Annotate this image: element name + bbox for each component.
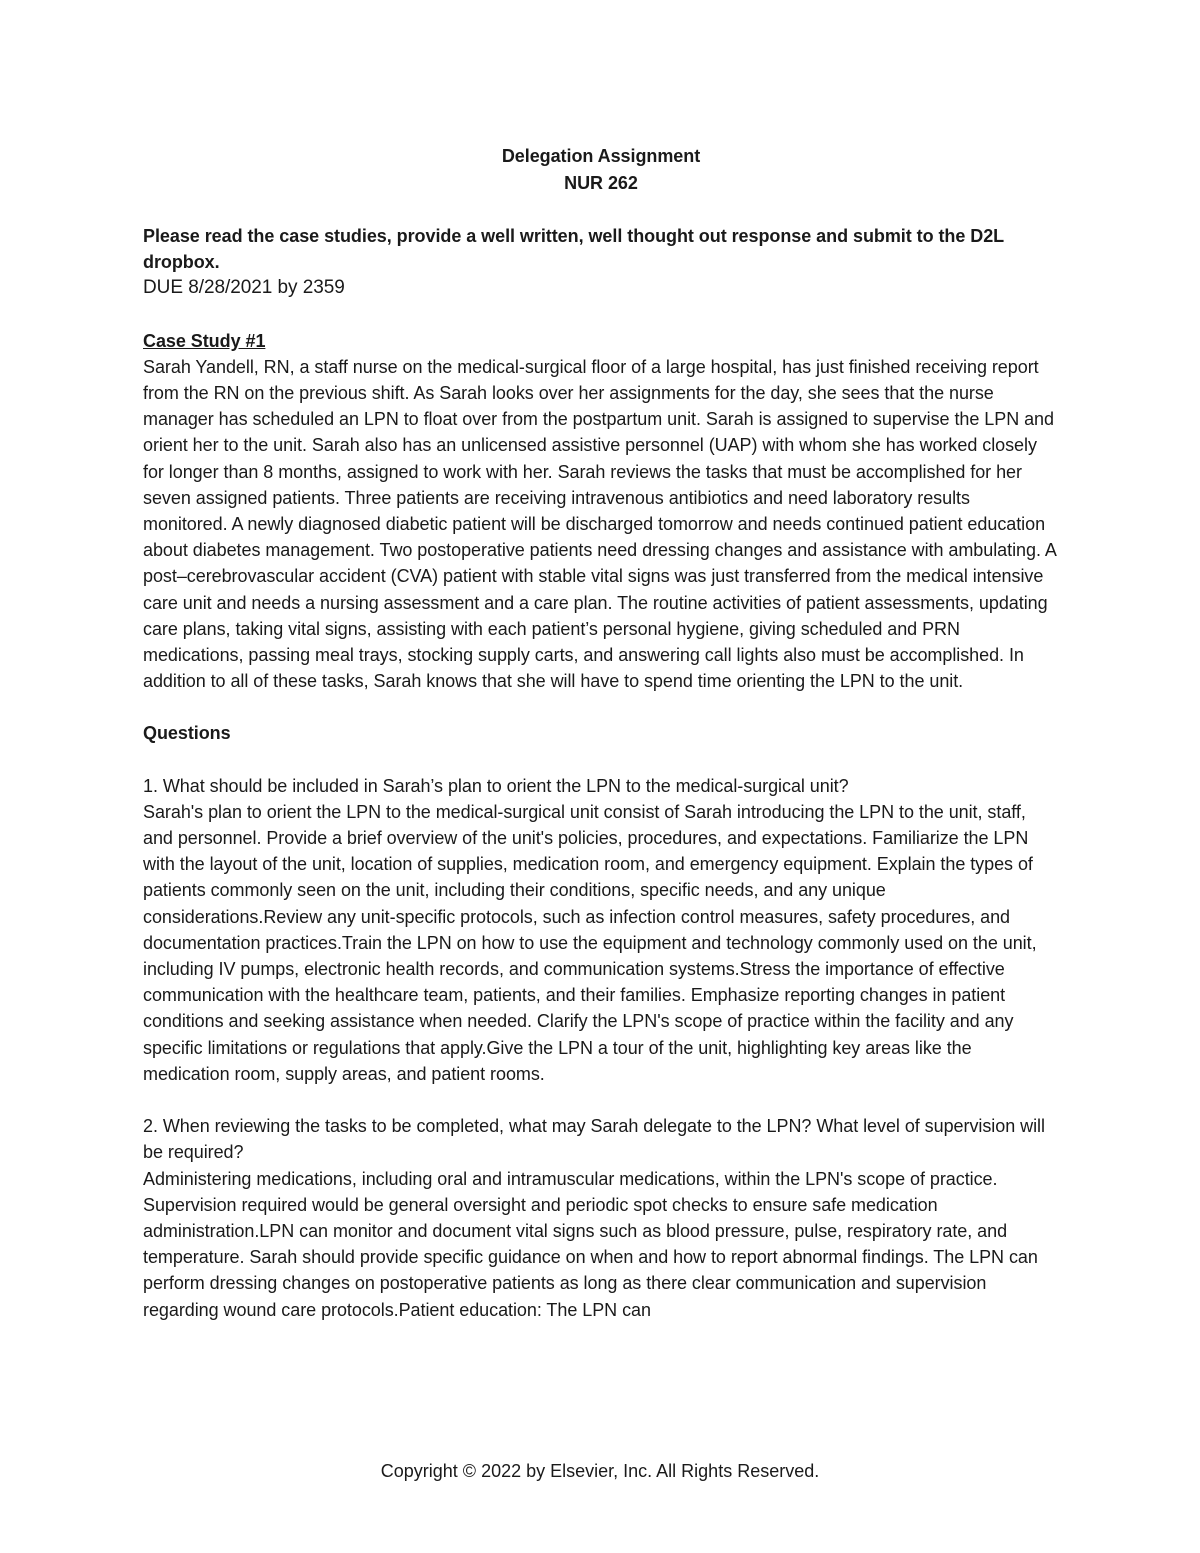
copyright-footer: Copyright © 2022 by Elsevier, Inc. All Rights Reserved. [380, 1461, 820, 1481]
spacer [143, 747, 1059, 773]
case-study-text: Sarah Yandell, RN, a staff nurse on the medical-surgical floor of a large hospital, has just finished receiving report from the RN on the previous shift. As Sarah looks over her assignments for the day, she sees that the nurse manager has scheduled an LPN to float over from the postpartum unit. Sarah is assigned to supervise the LPN and orient her to the unit. Sarah also has an unlicensed assistive personnel (UAP) with whom she has worked closely for longer than 8 months, assigned to work with her. Sarah reviews the tasks that must be accomplished for her seven assigned patients. Three patients are receiving intravenous antibiotics and need laboratory results monitored. A newly diagnosed diabetic patient will be discharged tomorrow and needs continued patient education about diabetes management. Two postoperative patients need dressing changes and assistance with ambulating. A post–cerebrovascular accident (CVA) patient with stable vital signs was just transferred from the medical intensive care unit and needs a nursing assessment and a care plan. The routine activities of patient assessments, updating care plans, taking vital signs, assisting with each patient’s personal hygiene, giving scheduled and PRN medications, passing meal trays, stocking supply carts, and answering call lights also must be accomplished. In addition to all of these tasks, Sarah knows that she will have to spend time orienting the LPN to the unit. [143, 356, 1056, 692]
title-block [143, 143, 1059, 197]
document-title: Delegation Assignment [501, 146, 701, 166]
question-1: 1. What should be included in Sarah’s plan to orient the LPN to the medical-surgical unit? [143, 775, 849, 796]
instructions: Please read the case studies, provide a well written, well thought out response and submit to the D2L dropbox. [143, 226, 1004, 273]
answer-2: Administering medications, including oral and intramuscular medications, within the LPN's scope of practice. Supervision required would be general oversight and periodic spot checks to ensure safe medication administration.LPN can monitor and document vital signs such as blood pressure, pulse, respiratory rate, and temperature. Sarah should provide specific guidance on when and how to report abnormal findings. The LPN can perform dressing changes on postoperative patients as long as there clear communication and supervision regarding wound care protocols.Patient education: The LPN can [143, 1168, 1038, 1320]
due-date: DUE 8/28/2021 by 2359 [143, 277, 345, 299]
spacer [143, 1087, 1059, 1113]
spacer [143, 694, 1059, 720]
document-body [143, 143, 1059, 1323]
spacer [143, 302, 1059, 328]
course-code: NUR 262 [564, 173, 638, 193]
question-2: 2. When reviewing the tasks to be completed, what may Sarah delegate to the LPN? What level of supervision will be required? [143, 1116, 1045, 1163]
questions-heading: Questions [143, 723, 231, 744]
case-study-heading: Case Study #1 [143, 330, 266, 351]
answer-1: Sarah's plan to orient the LPN to the medical-surgical unit consist of Sarah introducing the LPN to the unit, staff, and personnel. Provide a brief overview of the unit's policies, procedures, and expectations. Familiarize the LPN with the layout of the unit, location of supplies, medication room, and emergency equipment. Explain the types of patients commonly seen on the unit, including their conditions, specific needs, and any unique considerations.Review any unit-specific protocols, such as infection control measures, safety procedures, and documentation practices.Train the LPN on how to use the equipment and technology commonly used on the unit, including IV pumps, electronic health records, and communication systems.Stress the importance of effective communication with the healthcare team, patients, and their families. Emphasize reporting changes in patient conditions and seeking assistance when needed. Clarify the LPN's scope of practice within the facility and any specific limitations or regulations that apply.Give the LPN a tour of the unit, highlighting key areas like the medication room, supply areas, and patient rooms. [143, 801, 1037, 1084]
